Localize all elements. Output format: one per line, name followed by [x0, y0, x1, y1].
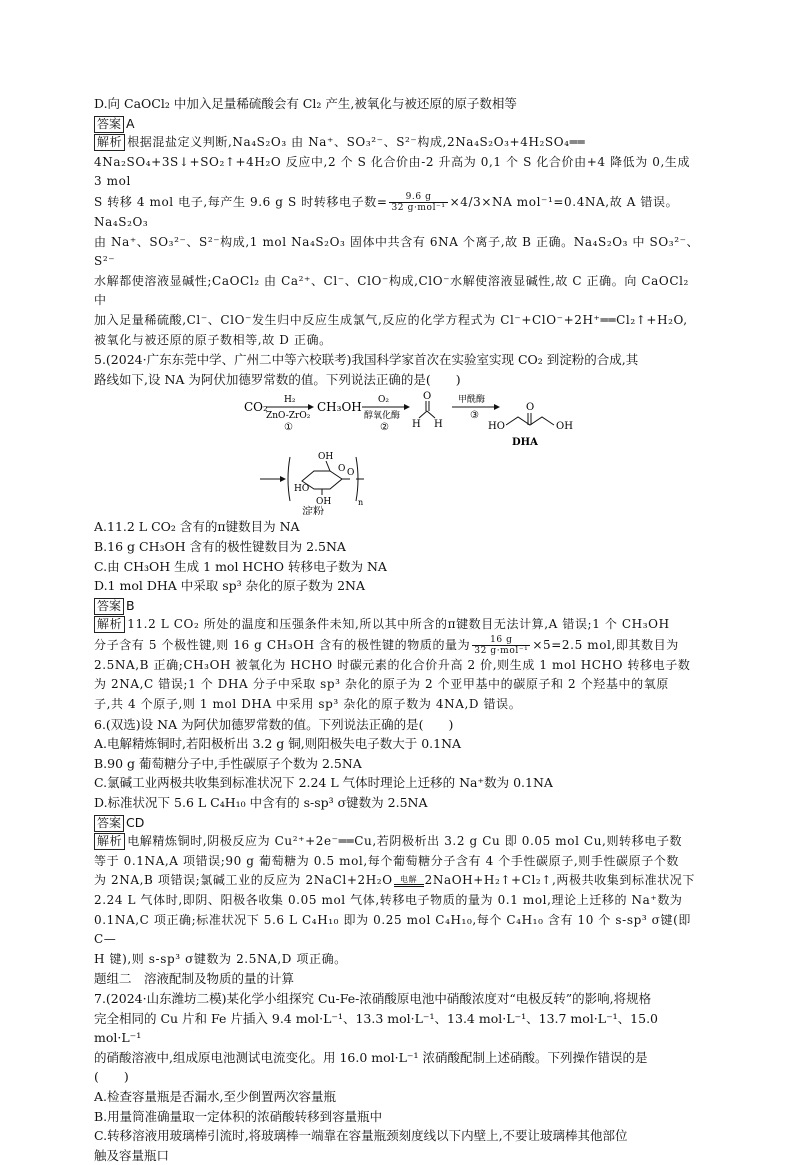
catalyst-3: 甲酰酶: [458, 395, 486, 406]
dha-label: DHA: [512, 437, 538, 449]
answer-tag: 答案: [94, 116, 124, 133]
arrowhead-step2: [404, 404, 410, 410]
catalyst-1: ZnO-ZrO₂: [266, 411, 311, 422]
q7-stem-line: ( ): [94, 1069, 129, 1085]
hydrogen-right: H: [434, 419, 443, 431]
q6-analysis-line: H 键),则 s-sp³ σ键数为 2.5NA,D 项正确。: [94, 951, 347, 966]
q4-answer-line: [94, 114, 700, 134]
q6-option-a: A.电解精炼铜时,若阳极析出 3.2 g 铜,则阳极失电子数大于 0.1NA: [94, 736, 462, 752]
ch3oh-label: CH₃OH: [317, 400, 362, 415]
q6-analysis-line: 2NaOH+H₂↑+Cl₂↑,两极共收集到标准状况下: [424, 873, 695, 888]
q5-option-c: C.由 CH₃OH 生成 1 mol HCHO 转移电子数为 NA: [94, 558, 387, 574]
fraction-numerator: 9.6 g: [389, 192, 447, 203]
q5-stem: [94, 350, 700, 389]
fraction-denominator: 32 g·mol⁻¹: [391, 202, 446, 213]
page-content: [94, 94, 700, 1165]
starch-n: n: [358, 498, 364, 508]
q5-option-a: A.11.2 L CO₂ 含有的π键数目为 NA: [94, 519, 300, 535]
q5-analysis-line: 为 2NA,C 错误;1 个 DHA 分子中采取 sp³ 杂化的原子为 2 个亚甲基中的碳原子和 2 个羟基中的氧原: [94, 677, 669, 692]
answer-tag: 答案: [94, 815, 124, 832]
step-3-mark: ③: [470, 410, 479, 422]
q7-option-a: A.检查容量瓶是否漏水,至少倒置两次容量瓶: [94, 1088, 336, 1104]
bracket-left: [288, 457, 290, 501]
q6-option-b: B.90 g 葡萄糖分子中,手性碳原子个数为 2.5NA: [94, 755, 362, 771]
dha-structure: [488, 402, 573, 448]
q5-analysis-line: 2.5NA,B 正确;CH₃OH 被氧化为 HCHO 时碳元素的化合价升高 2 价,则生成 1 mol HCHO 转移电子数: [94, 657, 691, 672]
q4-analysis-line: 根据混盐定义判断,Na₄S₂O₃ 由 Na⁺、SO₃²⁻、S²⁻构成,2Na₄S₂O₃+4H₂SO₄══: [127, 135, 586, 150]
q5-analysis: [94, 615, 700, 714]
q6-answer: CD: [126, 814, 145, 830]
dha-ho: HO: [488, 421, 505, 433]
starch-oh-bottom: OH: [316, 497, 332, 508]
q6-analysis-line: 为 2NA,B 项错误;氯碱工业的反应为 2NaCl+2H₂O: [94, 873, 393, 888]
aldehyde-oxygen: O: [423, 391, 432, 403]
q7-stem-line: 7.(2024·山东潍坊二模)某化学小组探究 Cu-Fe-浓硝酸原电池中硝酸浓度对“电极反转”的影响,将规格: [94, 990, 652, 1006]
q4-analysis-line: ×4/3×NA mol⁻¹=0.4NA,故 A 错误。Na₄S₂O₃: [94, 194, 679, 229]
q6-analysis-line: 0.1NA,C 项正确;标准状况下 5.6 L C₄H₁₀ 即为 0.25 mol C₄H₁₀,每个 C₄H₁₀ 含有 10 个 s-sp³ σ键(即 C—: [94, 912, 691, 947]
q5-stem-line: 路线如下,设 NA 为阿伏加德罗常数的值。下列说法正确的是( ): [94, 371, 461, 387]
electrolysis-arrow: [394, 875, 424, 887]
q4-option-d: D.向 CaOCl₂ 中加入足量稀硫酸会有 Cl₂ 产生,被氧化与被还原的原子数相等: [94, 96, 517, 111]
q4-analysis-line: S 转移 4 mol 电子,每产生 9.6 g S 时转移电子数=: [94, 194, 388, 209]
q5-analysis-line: 子,共 4 个原子,则 1 mol DHA 中采用 sp³ 杂化的原子数为 4NA,D 错误。: [94, 697, 522, 712]
q6-analysis-line: 等于 0.1NA,A 项错误;90 g 葡萄糖为 0.5 mol,每个葡萄糖分子含有 4 个手性碳原子,则手性碳原子个数: [94, 853, 680, 868]
q5-analysis-line: ×5=2.5 mol,即其数目为: [532, 637, 679, 652]
q7-stem: [94, 989, 700, 1087]
co2-label: CO₂: [244, 400, 268, 415]
electrolysis-label: 电解: [400, 874, 418, 884]
q7-stem-line: 完全相同的 Cu 片和 Fe 片插入 9.4 mol·L⁻¹、13.3 mol·L⁻¹、13.4 mol·L⁻¹、13.7 mol·L⁻¹、15.0 mol·L⁻¹: [94, 1010, 659, 1046]
o2-reagent: O₂: [378, 395, 389, 406]
fraction-denominator: 32 g·mol⁻¹: [474, 645, 529, 656]
synthesis-route-diagram: [94, 391, 700, 515]
q4-analysis-line: 水解都使溶液显碱性;CaOCl₂ 由 Ca²⁺、Cl⁻、ClO⁻构成,ClO⁻水解使溶液显碱性,故 C 正确。向 CaOCl₂ 中: [94, 273, 689, 308]
q5-analysis-line: 分子含有 5 个极性键,则 16 g CH₃OH 含有的极性键的物质的量为: [94, 637, 471, 652]
step-1-mark: ①: [284, 422, 293, 434]
q7-option-c: [94, 1126, 700, 1165]
catalyst-2: 醇氧化酶: [364, 411, 401, 422]
hydrogen-left: H: [412, 419, 421, 431]
formaldehyde-structure: [412, 391, 443, 430]
q5-answer: B: [126, 597, 135, 613]
q4-analysis: [94, 133, 700, 350]
q6-analysis: [94, 832, 700, 969]
step-2-mark: ②: [380, 422, 389, 434]
q6-option-d: D.标准状况下 5.6 L C₄H₁₀ 中含有的 s-sp³ σ键数为 2.5NA: [94, 795, 428, 811]
q5-analysis-line: 11.2 L CO₂ 所处的温度和压强条件未知,所以其中所含的π键数目无法计算,A 错误;1 个 CH₃OH: [127, 617, 670, 632]
fraction-numerator: 16 g: [472, 635, 530, 646]
q5-answer-line: [94, 596, 700, 616]
q5-option-d: D.1 mol DHA 中采取 sp³ 杂化的原子数为 2NA: [94, 578, 366, 594]
q7-option-b: B.用量筒准确量取一定体积的浓硝酸转移到容量瓶中: [94, 1108, 383, 1124]
q4-analysis-line: 被氧化与被还原的原子数相等,故 D 正确。: [94, 332, 332, 347]
q5-option-b: B.16 g CH₃OH 含有的极性键数目为 2.5NA: [94, 538, 346, 554]
arrowhead-to-starch: [280, 476, 286, 482]
arrowhead-step3: [494, 404, 500, 410]
q6-option-c: C.氯碱工业两极共收集到标准状况下 2.24 L 气体时理论上迁移的 Na⁺数为 0.1NA: [94, 775, 553, 791]
q4-answer: A: [126, 115, 135, 131]
q6-answer-line: [94, 813, 700, 833]
q4-analysis-line: 由 Na⁺、SO₃²⁻、S²⁻构成,1 mol Na₄S₂O₃ 固体中共含有 6NA 个离子,故 B 正确。Na₄S₂O₃ 中 SO₃²⁻、S²⁻: [94, 234, 700, 269]
starch-label: 淀粉: [302, 505, 324, 516]
q4-analysis-line: 加入足量稀硫酸,Cl⁻、ClO⁻发生归中反应生成氯气,反应的化学方程式为 Cl⁻+ClO⁻+2H⁺══Cl₂↑+H₂O,: [94, 312, 688, 327]
h2-reagent: H₂: [284, 395, 296, 406]
q6-stem: 6.(双选)设 NA 为阿伏加德罗常数的值。下列说法正确的是( ): [94, 716, 454, 732]
analysis-tag: 解析: [94, 833, 125, 850]
starch-ring-o: O: [338, 464, 346, 475]
synthesis-route-svg: [94, 391, 700, 515]
starch-oh-top: OH: [318, 452, 334, 463]
q7-stem-line: 的硝酸溶液中,组成原电池测试电流变化。用 16.0 mol·L⁻¹ 浓硝酸配制上述硝酸。下列操作错误的是: [94, 1049, 648, 1065]
q4-fraction: [389, 192, 447, 213]
q6-analysis-line: 2.24 L 气体时,即阴、阳极各收集 0.05 mol 气体,转移电子物质的量为 0.1 mol,理论上迁移的 Na⁺数为: [94, 893, 683, 907]
dha-carbonyl-o: O: [526, 402, 535, 414]
answer-tag: 答案: [94, 598, 124, 615]
q7-option-c-line: C.转移溶液用玻璃棒引流时,将玻璃棒一端靠在容量瓶颈刻度线以下内壁上,不要让玻璃棒其他部位: [94, 1128, 628, 1144]
q5-fraction: [472, 635, 530, 656]
starch-ho: HO: [294, 484, 310, 495]
q7-option-c-line: 触及容量瓶口: [94, 1147, 170, 1163]
q5-stem-line: 5.(2024·广东东莞中学、广州二中等六校联考)我国科学家首次在实验室实现 CO₂ 到淀粉的合成,其: [94, 352, 639, 368]
analysis-tag: 解析: [94, 134, 125, 151]
q4-analysis-line: 4Na₂SO₄+3S↓+SO₂↑+4H₂O 反应中,2 个 S 化合价由-2 升高为 0,1 个 S 化合价由+4 降低为 0,生成 3 mol: [94, 154, 691, 189]
dha-oh: OH: [556, 421, 573, 433]
starch-structure: [288, 452, 364, 507]
analysis-tag: 解析: [94, 616, 125, 633]
q6-analysis-line: 电解精炼铜时,阴极反应为 Cu²⁺+2e⁻══Cu,若阴极析出 3.2 g Cu 即 0.05 mol Cu,则转移电子数: [127, 834, 683, 849]
group-2-title: 题组二 溶液配制及物质的量的计算: [94, 971, 295, 987]
starch-glycosidic-o: O: [347, 468, 355, 479]
arrowhead-step1: [308, 404, 314, 410]
